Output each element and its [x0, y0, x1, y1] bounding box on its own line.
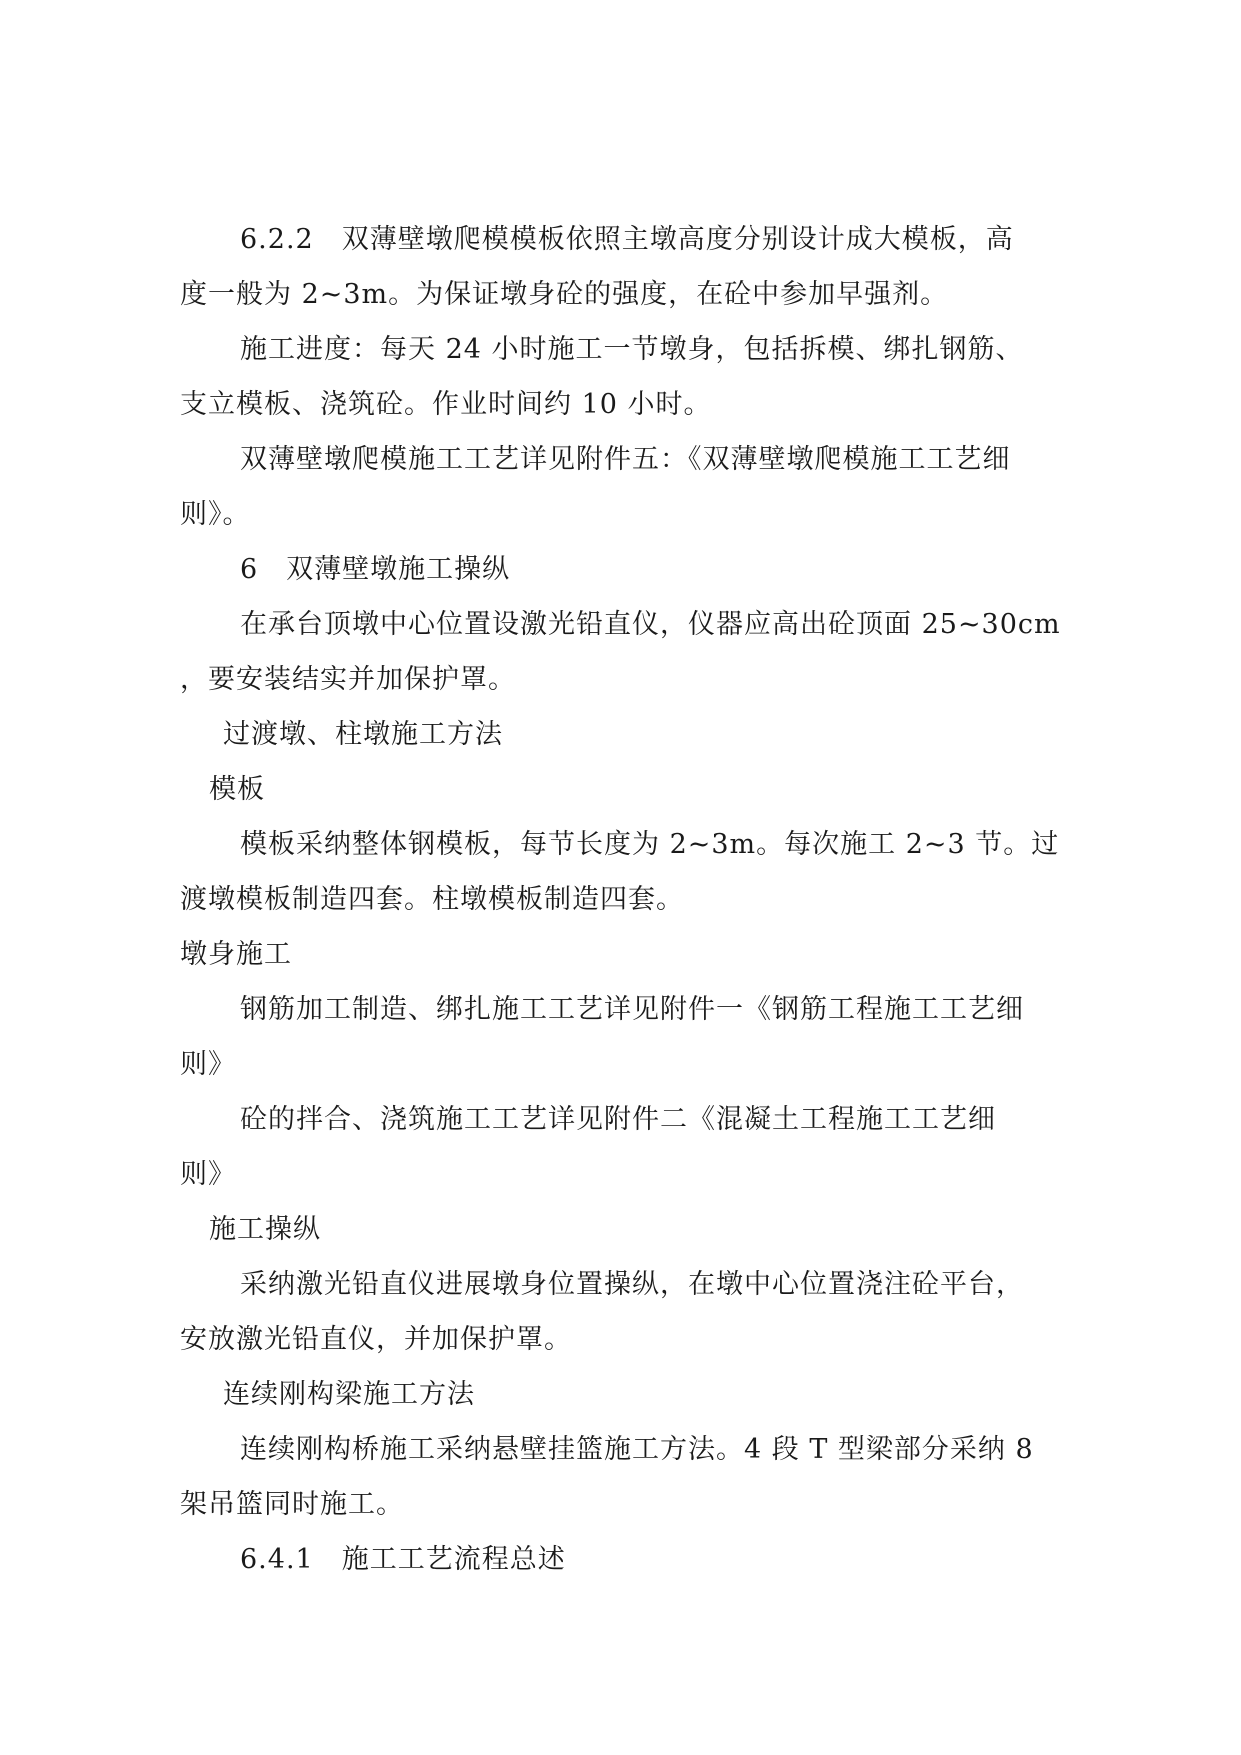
text-line: 采纳激光铅直仪进展墩身位置操纵，在墩中心位置浇注砼平台，	[240, 1269, 1024, 1300]
section-heading: 6.4.1 施工工艺流程总述	[240, 1544, 566, 1575]
text-line: 渡墩模板制造四套。柱墩模板制造四套。	[180, 884, 684, 915]
section-heading: 过渡墩、柱墩施工方法	[223, 719, 503, 750]
text-line: 支立模板、浇筑砼。作业时间约 10 小时。	[180, 389, 712, 420]
text-line: 则》。	[180, 499, 251, 530]
text-line: 安放激光铅直仪，并加保护罩。	[180, 1324, 572, 1355]
text-line: 架吊篮同时施工。	[180, 1489, 404, 1520]
subsection-heading: 施工操纵	[209, 1214, 321, 1245]
text-line: 在承台顶墩中心位置设激光铅直仪，仪器应高出砼顶面 25~30cm	[240, 609, 1061, 640]
text-line: 钢筋加工制造、绑扎施工工艺详见附件一《钢筋工程施工工艺细	[240, 994, 1024, 1025]
text-line: 施工进度：每天 24 小时施工一节墩身，包括拆模、绑扎钢筋、	[240, 334, 1024, 365]
text-line: ，要安装结实并加保护罩。	[180, 664, 516, 695]
text-line: 连续刚构桥施工采纳悬壁挂篮施工方法。4 段 T 型梁部分采纳 8	[240, 1434, 1034, 1465]
text-line: 度一般为 2~3m。为保证墩身砼的强度，在砼中参加早强剂。	[180, 279, 949, 310]
text-line: 砼的拌合、浇筑施工工艺详见附件二《混凝土工程施工工艺细	[240, 1104, 996, 1135]
section-heading: 连续刚构梁施工方法	[223, 1379, 475, 1410]
text-line: 双薄壁墩爬模施工工艺详见附件五：《双薄壁墩爬模施工工艺细	[240, 444, 1011, 475]
text-line: 模板采纳整体钢模板，每节长度为 2~3m。每次施工 2~3 节。过	[240, 829, 1060, 860]
text-line: 则》	[180, 1049, 236, 1080]
subsection-heading: 模板	[209, 774, 265, 805]
section-heading: 6 双薄壁墩施工操纵	[240, 554, 511, 585]
text-line: 则》	[180, 1159, 236, 1190]
text-line: 6.2.2 双薄壁墩爬模模板依照主墩高度分别设计成大模板，高	[240, 224, 1014, 255]
subsection-heading: 墩身施工	[180, 939, 292, 970]
